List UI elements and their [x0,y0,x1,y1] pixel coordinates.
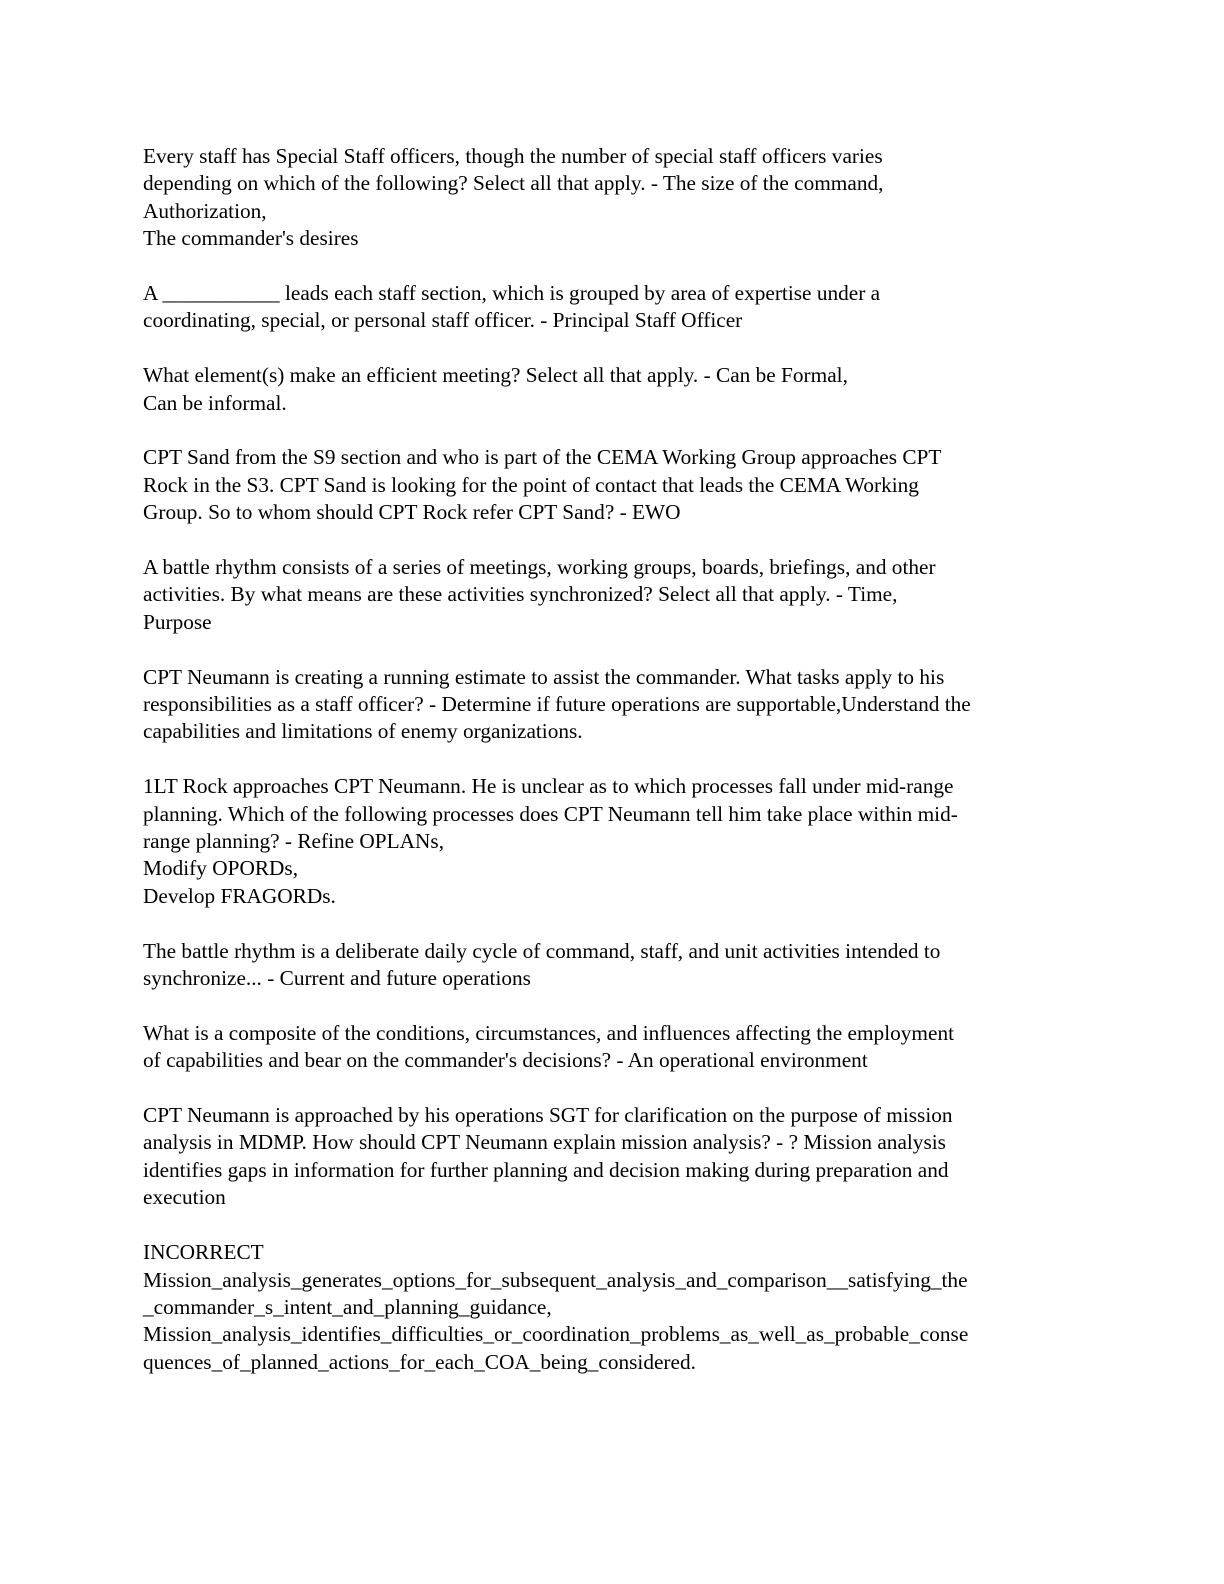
text-line: CPT Neumann is approached by his operations SGT for clarification on the purpose of mission [143,1103,953,1128]
text-line: capabilities and limitations of enemy organizations. [143,719,583,744]
text-line: planning. Which of the following processes does CPT Neumann tell him take place within mid- [143,801,958,826]
paragraph-operational-environment [143,1020,1073,1075]
text-line: _commander_s_intent_and_planning_guidance, [143,1294,552,1319]
text-line: synchronize... - Current and future operations [143,966,531,991]
text-line: Purpose [143,609,212,634]
paragraph-incorrect-answers [143,1239,1073,1376]
paragraph-cema-working-group [143,444,1073,526]
text-line: A battle rhythm consists of a series of meetings, working groups, boards, briefings, and other [143,555,936,580]
text-line: A ___________ leads each staff section, which is grouped by area of expertise under a [143,281,881,306]
text-line: range planning? - Refine OPLANs, [143,829,445,854]
paragraph-running-estimate [143,664,1073,746]
text-line: Authorization, [143,198,267,223]
text-line: execution [143,1185,226,1210]
text-line: Mission_analysis_generates_options_for_subsequent_analysis_and_comparison__satisfying_the [143,1267,968,1292]
paragraph-battle-rhythm-cycle [143,938,1073,993]
paragraph-mid-range-planning [143,773,1073,910]
text-line: 1LT Rock approaches CPT Neumann. He is unclear as to which processes fall under mid-range [143,774,954,799]
paragraph-battle-rhythm-sync [143,554,1073,636]
text-line: analysis in MDMP. How should CPT Neumann explain mission analysis? - ? Mission analysis [143,1130,946,1155]
text-line: Modify OPORDs, [143,856,299,881]
text-line: Can be informal. [143,390,287,415]
text-line: CPT Sand from the S9 section and who is part of the CEMA Working Group approaches CPT [143,445,942,470]
text-line: Mission_analysis_identifies_difficulties_or_coordination_problems_as_well_as_probable_conse [143,1322,969,1347]
text-line: responsibilities as a staff officer? - Determine if future operations are supportable,Understand the [143,692,971,717]
text-line: CPT Neumann is creating a running estimate to assist the commander. What tasks apply to his [143,664,945,689]
text-line: The battle rhythm is a deliberate daily cycle of command, staff, and unit activities intended to [143,938,941,963]
text-line: Develop FRAGORDs. [143,883,336,908]
text-line: identifies gaps in information for further planning and decision making during preparation and [143,1157,949,1182]
text-line: What element(s) make an efficient meeting? Select all that apply. - Can be Formal, [143,363,848,388]
text-line: activities. By what means are these activities synchronized? Select all that apply. - Time, [143,582,898,607]
text-line: INCORRECT [143,1240,264,1265]
text-line: of capabilities and bear on the commander's decisions? - An operational environment [143,1048,868,1073]
text-line: depending on which of the following? Select all that apply. - The size of the command, [143,171,884,196]
text-line: Group. So to whom should CPT Rock refer CPT Sand? - EWO [143,500,681,525]
paragraph-special-staff [143,143,1073,253]
paragraph-efficient-meeting [143,362,1073,417]
text-line: quences_of_planned_actions_for_each_COA_being_considered. [143,1349,696,1374]
text-line: Every staff has Special Staff officers, though the number of special staff officers varies [143,144,883,168]
text-line: The commander's desires [143,226,359,251]
text-line: Rock in the S3. CPT Sand is looking for the point of contact that leads the CEMA Working [143,472,919,497]
text-line: What is a composite of the conditions, circumstances, and influences affecting the employment [143,1020,955,1045]
paragraph-mission-analysis [143,1102,1073,1212]
document-body [143,143,1073,1404]
paragraph-principal-staff-officer [143,280,1073,335]
text-line: coordinating, special, or personal staff officer. - Principal Staff Officer [143,308,743,333]
